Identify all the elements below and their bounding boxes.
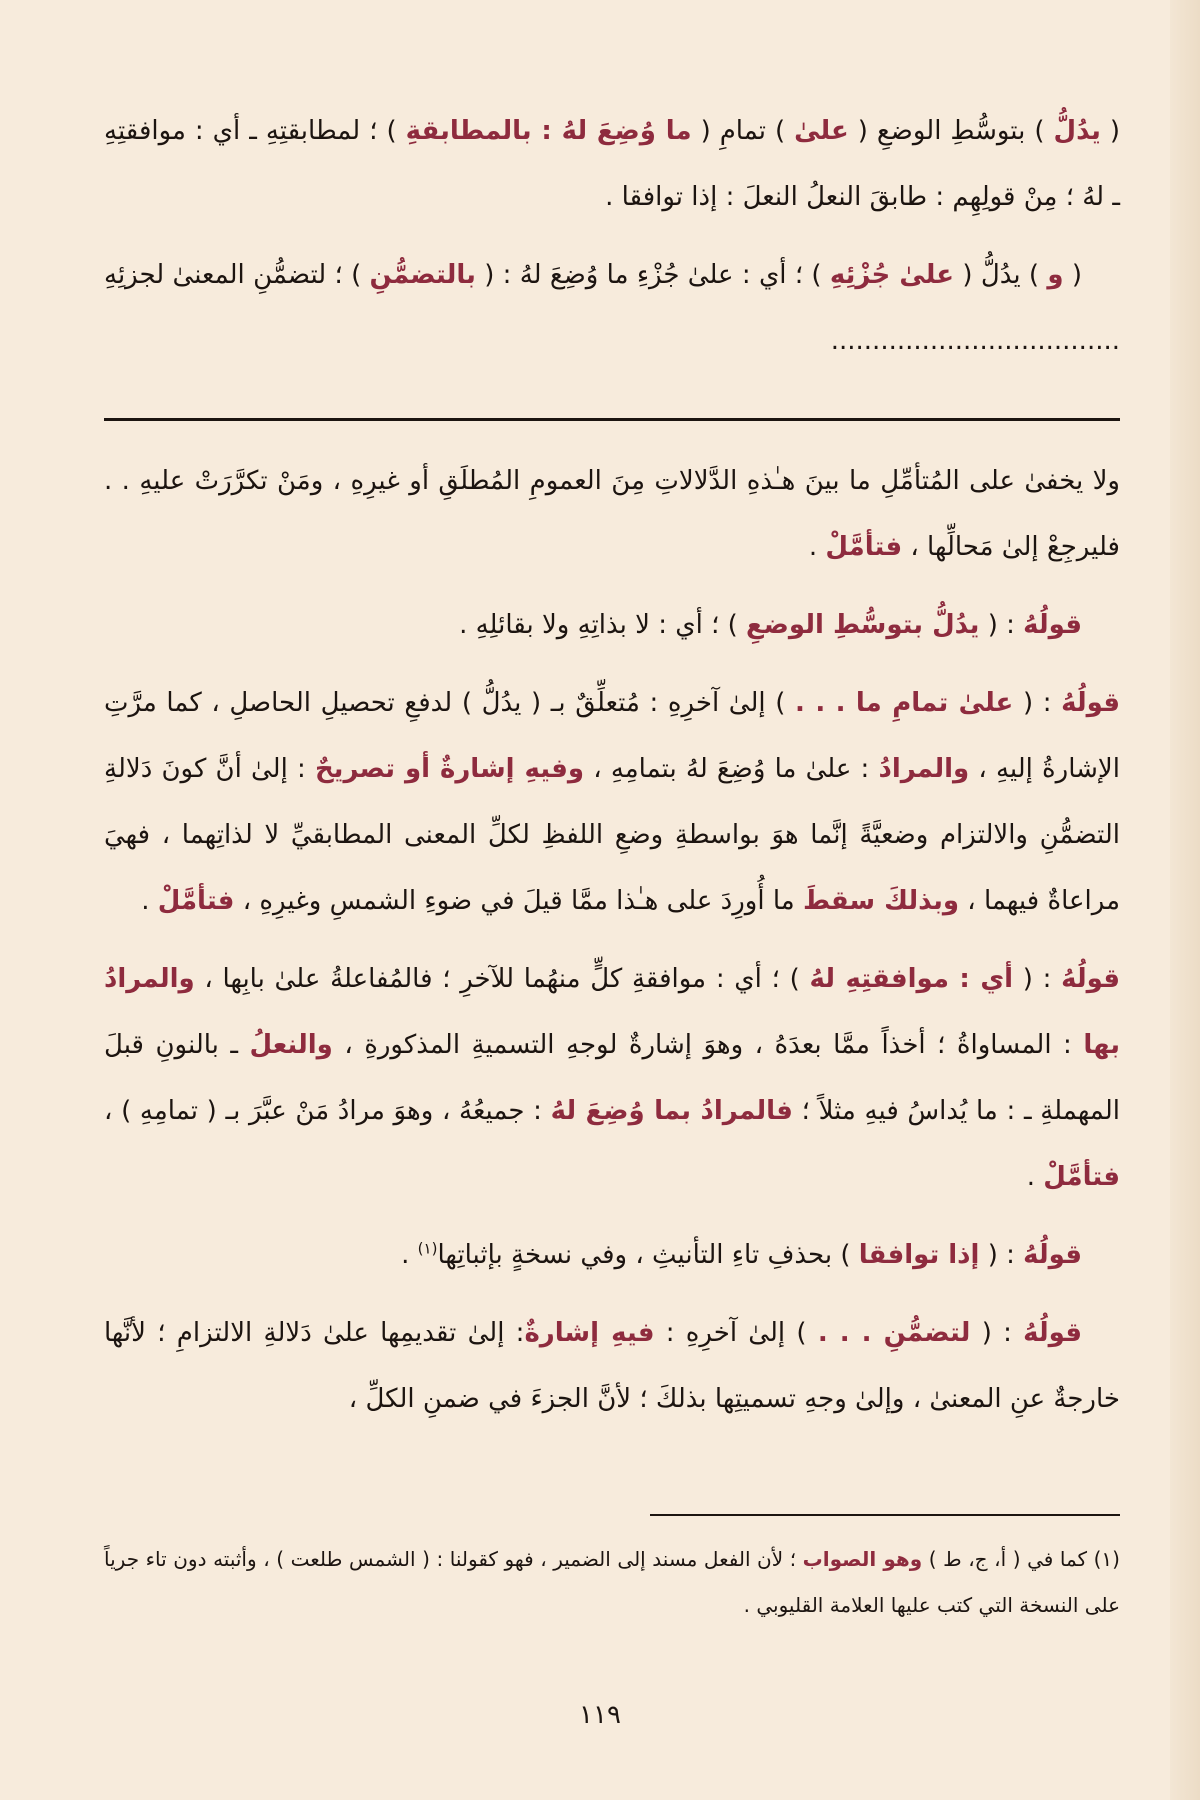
highlighted-text: وبذلكَ سقطَ: [802, 886, 960, 916]
text-segment: (: [1063, 260, 1082, 290]
highlighted-text: علىٰ: [794, 116, 849, 146]
page-edge-shadow: [1170, 0, 1200, 1800]
text-segment: : (: [1013, 964, 1062, 994]
matn-section: [104, 98, 1120, 386]
paragraph: [104, 1300, 1120, 1432]
highlighted-text: وهو الصواب: [802, 1547, 923, 1571]
text-segment: ) إلىٰ آخرِهِ :: [654, 1318, 818, 1348]
highlighted-text: و: [1047, 260, 1064, 290]
paragraph: [104, 670, 1120, 934]
highlighted-text: قولُهُ: [1061, 688, 1120, 718]
text-segment: : علىٰ ما وُضِعَ لهُ بتمامِهِ ،: [584, 754, 879, 784]
highlighted-text: والنعلُ: [249, 1030, 333, 1060]
highlighted-text: والمرادُ بها: [104, 964, 1121, 1060]
highlighted-text: قولُهُ: [1023, 610, 1082, 640]
section-divider: [104, 418, 1120, 421]
text-segment: ولا يخفىٰ على المُتأمِّلِ ما بينَ هـٰذهِ الدَّلالاتِ مِنَ العمومِ المُطلَقِ أو غيرِهِ ، ومَنْ تكرَّرَتْ عليهِ . . فليرجِعْ إلىٰ مَحالِّها ،: [104, 466, 1120, 562]
highlighted-text: والمرادُ: [878, 754, 970, 784]
highlighted-text: فتأمَّلْ: [157, 886, 235, 916]
highlighted-text: قولُهُ: [1061, 964, 1120, 994]
footnotes-section: [104, 1536, 1120, 1628]
text-segment: : (: [1013, 688, 1062, 718]
dot-leader: ...................................: [830, 326, 1120, 356]
footnote-divider: [650, 1514, 1120, 1516]
highlighted-text: وفيهِ إشارةٌ أو تصريحٌ: [314, 754, 585, 784]
text-segment: .: [141, 886, 158, 916]
text-segment: ) بحذفِ تاءِ التأنيثِ ، وفي نسخةٍ بإثباتِها: [437, 1240, 859, 1270]
highlighted-text: ما وُضِعَ لهُ : بالمطابقةِ: [405, 116, 692, 146]
text-segment: ) ؛ أي : لا بذاتِهِ ولا بقائلِهِ .: [459, 610, 747, 640]
text-segment: ) يدُلُّ (: [954, 260, 1048, 290]
highlighted-text: قولُهُ: [1023, 1318, 1083, 1348]
footnote-ref: (١): [417, 1239, 438, 1258]
text-segment: ) ؛ أي : موافقةِ كلٍّ منهُما للآخرِ ؛ فالمُفاعلةُ علىٰ بابِها ،: [194, 964, 810, 994]
text-segment: ) ؛ أي : علىٰ جُزْءِ ما وُضِعَ لهُ : (: [475, 260, 830, 290]
paragraph: [104, 448, 1120, 580]
footnote: [104, 1536, 1120, 1628]
highlighted-text: يدُلُّ بتوسُّطِ الوضعِ: [746, 610, 980, 640]
highlighted-text: لتضمُّنِ . . .: [817, 1318, 971, 1348]
text-segment: .: [401, 1240, 418, 1270]
paragraph: [104, 242, 1120, 374]
text-segment: .: [1026, 1162, 1044, 1192]
text-segment: ) ؛ لتضمُّنِ المعنىٰ لجزئِهِ: [104, 260, 370, 290]
text-segment: : المساواةُ ؛ أخذاً ممَّا بعدَهُ ، وهوَ إشارةٌ لوجهِ التسميةِ المذكورةِ ،: [332, 1030, 1084, 1060]
text-segment: .: [808, 532, 826, 562]
highlighted-text: فتأمَّلْ: [825, 532, 903, 562]
highlighted-text: قولُهُ: [1023, 1240, 1082, 1270]
highlighted-text: فيهِ إشارةٌ: [524, 1318, 655, 1348]
commentary-section: [104, 448, 1120, 1444]
highlighted-text: أي : موافقتِهِ لهُ: [809, 964, 1014, 994]
text-segment: : (: [979, 610, 1024, 640]
text-segment: : (: [970, 1318, 1024, 1348]
highlighted-text: بالتضمُّنِ: [369, 260, 476, 290]
page-number: ١١٩: [579, 1700, 621, 1730]
text-segment: ) بتوسُّطِ الوضعِ (: [848, 116, 1054, 146]
text-segment: ؛ لأن الفعل مسند إلى الضمير ، فهو كقولنا : ( الشمس طلعت ) ، وأثبته دون تاء جرياً على النسخة التي كتب عليها العلامة القليوبي .: [104, 1547, 1120, 1617]
text-segment: (١) كما في ( أ، ج، ط ): [922, 1547, 1120, 1571]
highlighted-text: علىٰ تمامِ ما . . .: [795, 688, 1014, 718]
highlighted-text: فالمرادُ بما وُضِعَ لهُ: [550, 1096, 793, 1126]
highlighted-text: إذا توافقا: [858, 1240, 980, 1270]
highlighted-text: فتأمَّلْ: [1043, 1162, 1120, 1192]
highlighted-text: يدُلُّ: [1053, 116, 1101, 146]
text-segment: (: [1100, 116, 1120, 146]
text-segment: ما أُورِدَ على هـٰذا ممَّا قيلَ في ضوءِ الشمسِ وغيرِهِ ،: [234, 886, 803, 916]
text-segment: ) إلىٰ آخرِهِ : مُتعلِّقٌ بـ ( يدُلُّ ) لدفعِ تحصيلِ الحاصلِ ، كما مرَّتِ الإشارةُ إليهِ ،: [104, 688, 1120, 784]
text-segment: : إلىٰ تقديمِها علىٰ دَلالةِ الالتزامِ ؛ لأنَّها خارجةٌ عنِ المعنىٰ ، وإلىٰ وجهِ تسميتِها بذلكَ ؛ لأنَّ الجزءَ في ضمنِ الكلِّ ،: [104, 1318, 1120, 1414]
text-segment: ـ بالنونِ قبلَ المهملةِ ـ : ما يُداسُ فيهِ مثلاً ؛: [104, 1030, 1120, 1126]
text-segment: : (: [979, 1240, 1024, 1270]
paragraph: [104, 98, 1120, 230]
text-segment: ) ؛ لمطابقتِهِ ـ أي : موافقتِهِ ـ لهُ ؛ مِنْ قولِهِم : طابقَ النعلُ النعلَ : إذا توافقا .: [104, 116, 1120, 212]
paragraph: [104, 1222, 1120, 1288]
text-segment: ) تمامِ (: [691, 116, 795, 146]
paragraph: [104, 946, 1120, 1210]
highlighted-text: علىٰ جُزْئِهِ: [829, 260, 955, 290]
text-segment: : إلىٰ أنَّ كونَ دَلالةِ التضمُّنِ والالتزام وضعيَّةً إنَّما هوَ بواسطةِ وضعِ اللفظِ لكلِّ المعنى المطابقيِّ لا لذاتِهما ، فهيَ مراعاةٌ فيهما ،: [104, 754, 1120, 916]
paragraph: [104, 592, 1120, 658]
text-segment: : جميعُهُ ، وهوَ مرادُ مَنْ عبَّرَ بـ ( تمامِهِ ) ،: [104, 1096, 551, 1126]
